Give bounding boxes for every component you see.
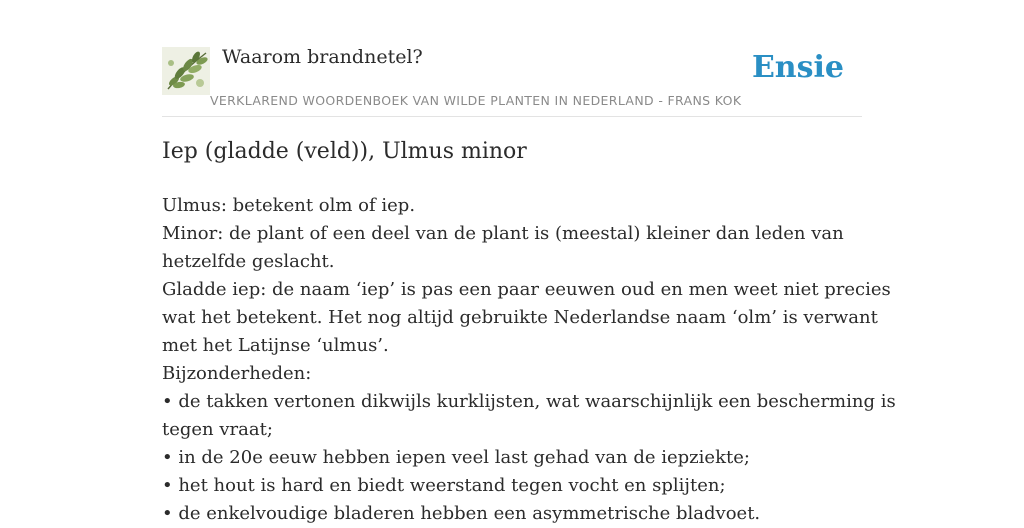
article-line: met het Latijnse ‘ulmus’. <box>162 335 389 356</box>
article-line: Gladde iep: de naam ‘iep’ is pas een paar eeuwen oud en men weet niet precies <box>162 279 891 300</box>
article-line: • in de 20e eeuw hebben iepen veel last gehad van de iepziekte; <box>162 447 750 468</box>
article-line: • de enkelvoudige bladeren hebben een asymmetrische bladvoet. <box>162 503 761 524</box>
article-line: Minor: de plant of een deel van de plant is (meestal) kleiner dan leden van <box>162 223 844 244</box>
article-line: tegen vraat; <box>162 419 273 440</box>
blog-title-link[interactable]: Waarom brandnetel? <box>222 46 423 68</box>
blog-avatar-image[interactable] <box>162 47 210 95</box>
article-body <box>162 192 896 528</box>
brand-logo-link[interactable]: Ensie <box>751 50 844 85</box>
leaf-illustration-icon <box>162 47 210 95</box>
article-line: • de takken vertonen dikwijls kurklijsten, wat waarschijnlijk een bescherming is <box>162 391 896 412</box>
article-line: hetzelfde geslacht. <box>162 251 335 272</box>
article-line: Ulmus: betekent olm of iep. <box>162 195 416 216</box>
article-line: Bijzonderheden: <box>162 363 312 384</box>
blog-subtitle: VERKLAREND WOORDENBOEK VAN WILDE PLANTEN IN NEDERLAND - FRANS KOK <box>210 93 742 108</box>
blog-header <box>162 44 862 117</box>
article-line: • het hout is hard en biedt weerstand tegen vocht en splijten; <box>162 475 726 496</box>
article-title: Iep (gladde (veld)), Ulmus minor <box>162 139 527 164</box>
article-line: wat het betekent. Het nog altijd gebruikte Nederlandse naam ‘olm’ is verwant <box>162 307 878 328</box>
